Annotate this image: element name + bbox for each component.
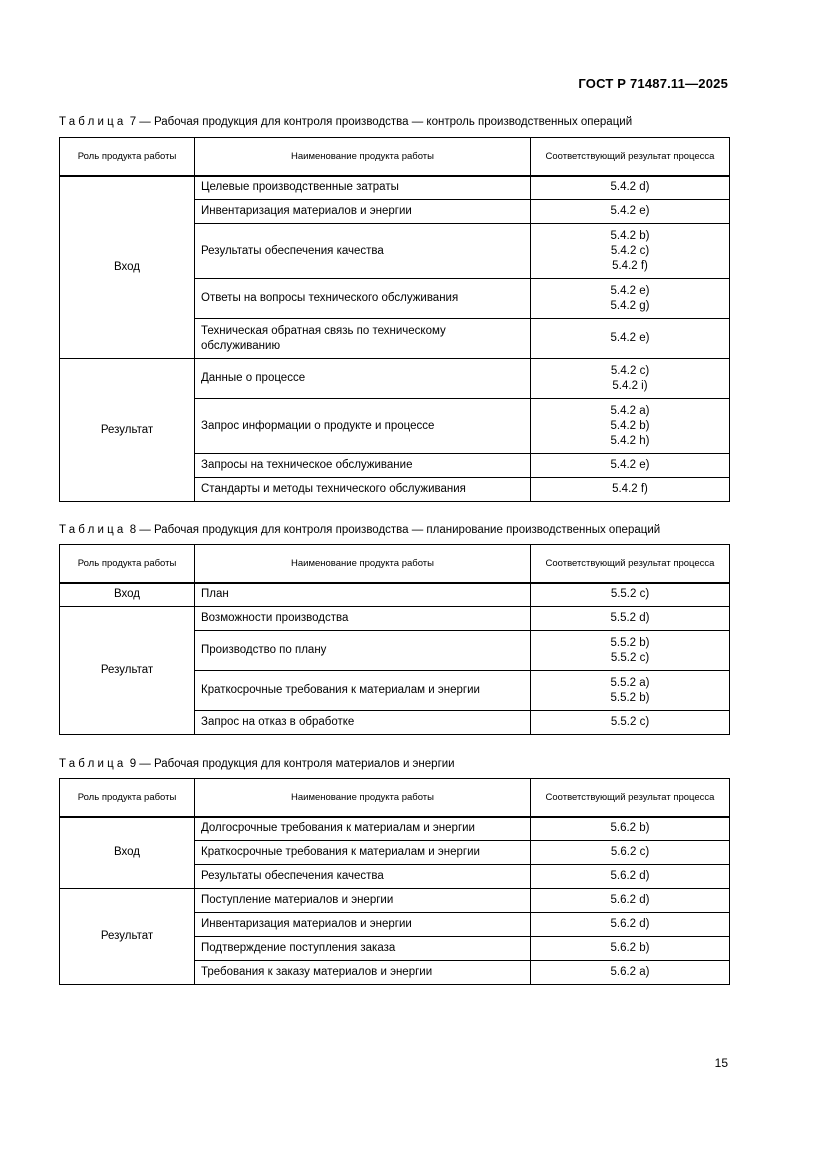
process-result-ref: 5.4.2 d) <box>610 181 650 194</box>
product-name-cell: Стандарты и методы технического обслуживания <box>195 478 531 502</box>
process-result-cell <box>531 279 730 319</box>
product-name-cell: Краткосрочные требования к материалам и энергии <box>195 841 531 865</box>
process-result-ref: 5.4.2 g) <box>610 299 650 312</box>
table-header <box>60 779 730 817</box>
table-9-caption-title: — Рабочая продукция для контроля материалов и энергии <box>136 758 455 770</box>
process-result-cell <box>531 454 730 478</box>
role-cell: Результат <box>60 607 195 735</box>
process-result-ref: 5.4.2 f) <box>612 259 648 272</box>
product-name-cell: Возможности производства <box>195 607 531 631</box>
process-result-ref: 5.6.2 d) <box>610 894 650 906</box>
table-header <box>60 545 730 583</box>
process-result-ref: 5.4.2 e) <box>610 284 650 297</box>
table-8-caption-number: 8 <box>129 524 137 536</box>
header-product-name: Наименование продукта работы <box>195 545 531 583</box>
process-result-ref: 5.4.2 i) <box>612 379 648 392</box>
process-result-cell <box>531 711 730 735</box>
process-result-cell <box>531 399 730 454</box>
process-result-ref: 5.4.2 b) <box>610 229 650 242</box>
process-result-cell <box>531 200 730 224</box>
product-name-cell: Результаты обеспечения качества <box>195 224 531 279</box>
header-role: Роль продукта работы <box>60 545 195 583</box>
page-number: 15 <box>714 1056 728 1070</box>
process-result-ref: 5.5.2 b) <box>610 691 650 704</box>
table-row <box>60 889 730 913</box>
process-result-cell <box>531 478 730 502</box>
process-result-ref: 5.4.2 e) <box>610 459 650 471</box>
process-result-cell <box>531 631 730 671</box>
process-result-cell <box>531 889 730 913</box>
process-result-ref: 5.5.2 a) <box>610 676 650 689</box>
table-7-caption <box>59 116 632 128</box>
table-row <box>60 583 730 607</box>
table-9-caption <box>59 758 455 770</box>
header-row <box>60 138 730 176</box>
table-9 <box>59 778 730 985</box>
table-9-caption-label: Таблица <box>59 758 127 770</box>
table-row <box>60 176 730 200</box>
table-8-caption-title: — Рабочая продукция для контроля производства — планирование производственных операций <box>136 524 661 536</box>
product-name-cell: Целевые производственные затраты <box>195 176 531 200</box>
process-result-ref: 5.5.2 b) <box>610 636 650 649</box>
process-result-ref: 5.4.2 a) <box>610 404 650 417</box>
table-8 <box>59 544 730 735</box>
header-role: Роль продукта работы <box>60 138 195 176</box>
process-result-cell <box>531 176 730 200</box>
process-result-ref: 5.5.2 d) <box>610 612 650 624</box>
product-name-cell: Инвентаризация материалов и энергии <box>195 200 531 224</box>
header-process-result: Соответствующий результат процесса <box>531 779 730 817</box>
process-result-ref: 5.4.2 h) <box>610 434 650 447</box>
process-result-cell <box>531 841 730 865</box>
table-7-caption-label: Таблица <box>59 116 127 128</box>
product-name-cell: Запросы на техническое обслуживание <box>195 454 531 478</box>
process-result-ref: 5.4.2 c) <box>610 244 650 257</box>
product-name-cell: Поступление материалов и энергии <box>195 889 531 913</box>
process-result-cell <box>531 359 730 399</box>
role-cell: Вход <box>60 817 195 889</box>
table-9-caption-number: 9 <box>129 758 137 770</box>
document-code: ГОСТ Р 71487.11—2025 <box>578 76 728 91</box>
table-row <box>60 817 730 841</box>
process-result-ref: 5.4.2 f) <box>612 483 648 495</box>
process-result-ref: 5.5.2 c) <box>610 588 650 601</box>
header-row <box>60 779 730 817</box>
process-result-ref: 5.6.2 d) <box>610 918 650 930</box>
table-header <box>60 138 730 176</box>
process-result-ref: 5.5.2 c) <box>610 716 650 728</box>
role-cell: Результат <box>60 889 195 985</box>
process-result-ref: 5.4.2 c) <box>610 364 650 377</box>
product-name-cell: Краткосрочные требования к материалам и энергии <box>195 671 531 711</box>
process-result-cell <box>531 583 730 607</box>
process-result-ref: 5.6.2 b) <box>610 942 650 954</box>
role-cell: Вход <box>60 176 195 359</box>
process-result-ref: 5.4.2 e) <box>610 205 650 217</box>
process-result-cell <box>531 224 730 279</box>
product-name-cell: Данные о процессе <box>195 359 531 399</box>
process-result-ref: 5.4.2 e) <box>610 332 650 344</box>
process-result-cell <box>531 937 730 961</box>
header-row <box>60 545 730 583</box>
header-process-result: Соответствующий результат процесса <box>531 545 730 583</box>
header-role: Роль продукта работы <box>60 779 195 817</box>
process-result-cell <box>531 671 730 711</box>
table-body <box>60 583 730 735</box>
process-result-ref: 5.6.2 c) <box>610 846 650 858</box>
header-product-name: Наименование продукта работы <box>195 779 531 817</box>
product-name-cell: Инвентаризация материалов и энергии <box>195 913 531 937</box>
product-name-cell: Производство по плану <box>195 631 531 671</box>
role-cell: Вход <box>60 583 195 607</box>
process-result-cell <box>531 961 730 985</box>
product-name-cell: Запрос информации о продукте и процессе <box>195 399 531 454</box>
process-result-cell <box>531 913 730 937</box>
product-name-cell: Долгосрочные требования к материалам и энергии <box>195 817 531 841</box>
process-result-ref: 5.5.2 c) <box>610 651 650 664</box>
table-8-caption-label: Таблица <box>59 524 127 536</box>
process-result-ref: 5.6.2 a) <box>610 966 650 978</box>
process-result-cell <box>531 319 730 359</box>
product-name-cell: Запрос на отказ в обработке <box>195 711 531 735</box>
process-result-cell <box>531 865 730 889</box>
process-result-ref: 5.6.2 b) <box>610 822 650 835</box>
table-7-caption-title: — Рабочая продукция для контроля производства — контроль производственных операций <box>136 116 633 128</box>
product-name-cell: Ответы на вопросы технического обслуживания <box>195 279 531 319</box>
table-7-caption-number: 7 <box>129 116 137 128</box>
product-name-cell: Требования к заказу материалов и энергии <box>195 961 531 985</box>
table-8-caption <box>59 524 660 536</box>
product-name-cell: Подтверждение поступления заказа <box>195 937 531 961</box>
table-row <box>60 359 730 399</box>
table-row <box>60 607 730 631</box>
process-result-ref: 5.6.2 d) <box>610 870 650 882</box>
table-7 <box>59 137 730 502</box>
table-body <box>60 817 730 985</box>
product-name-cell: Техническая обратная связь по техническому обслуживанию <box>195 319 531 359</box>
process-result-ref: 5.4.2 b) <box>610 419 650 432</box>
header-process-result: Соответствующий результат процесса <box>531 138 730 176</box>
role-cell: Результат <box>60 359 195 502</box>
process-result-cell <box>531 817 730 841</box>
process-result-cell <box>531 607 730 631</box>
product-name-cell: Результаты обеспечения качества <box>195 865 531 889</box>
header-product-name: Наименование продукта работы <box>195 138 531 176</box>
product-name-cell: План <box>195 583 531 607</box>
table-body <box>60 176 730 502</box>
